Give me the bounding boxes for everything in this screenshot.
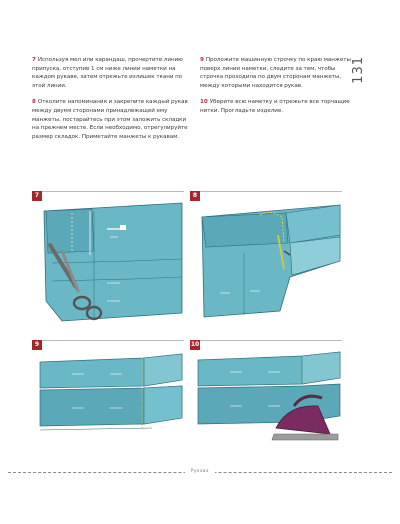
figure-8-illustration [190, 191, 342, 331]
step-text: Уберите всю наметку и отрежьте все торчащие нитки. Прогладьте изделие. [200, 99, 350, 114]
figure-7-illustration [32, 191, 184, 331]
figure-label: 8 [190, 191, 200, 201]
figure-10-illustration [190, 340, 342, 454]
figure-9 [32, 340, 184, 454]
footer-section-label: Рукава [185, 468, 215, 473]
figure-7 [32, 191, 184, 331]
step-number: 10 [200, 99, 208, 106]
figure-label: 7 [32, 191, 42, 201]
figure-8 [190, 191, 342, 331]
step-10 [200, 98, 356, 115]
page-number: 131 [351, 56, 366, 84]
figure-10 [190, 340, 342, 454]
step-text: Используя мел или карандаш, прочертите линию припуска, отступив 1 см ниже линии наметки на каждом рукаве, затем отрежьте излишек ткани по этой линии. [32, 57, 183, 89]
step-number: 7 [32, 57, 36, 63]
step-number: 9 [200, 57, 204, 63]
step-text: Проложите машинную строчку по краю манжеты поверх линии наметки, следите за тем, чтобы строчка проходила по двум сторонам манжеты, между которыми находится рукав. [200, 57, 351, 89]
step-text: Отколите напоминания и закрепите каждый рукав между двумя сторонами принадлежащей ему манжеты, постарайтесь при этом заложить складки на прежнем месте. Если необходимо, отрегулируйте размер складок. Приметайте манжеты к рукавам. [32, 99, 188, 140]
instructions-right-column [200, 56, 356, 124]
step-8 [32, 98, 192, 141]
instructions-left-column [32, 56, 192, 149]
figure-9-illustration [32, 340, 184, 454]
figure-label: 9 [32, 340, 42, 350]
figure-label: 10 [190, 341, 200, 348]
step-number: 8 [32, 99, 36, 106]
step-9 [200, 56, 356, 90]
step-7 [32, 56, 192, 90]
